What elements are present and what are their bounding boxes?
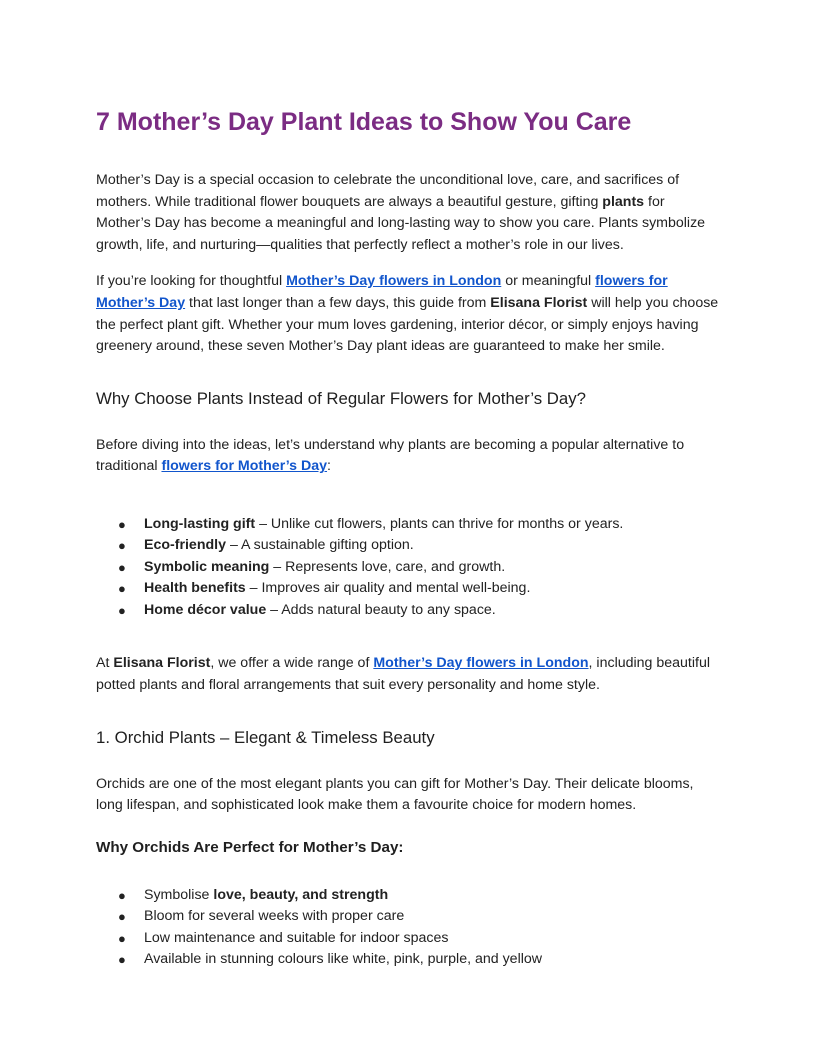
text-run: for Mother’s Day has become a meaningful and long-lasting way to show you care. Plants symbolize growth, life, and nurturing—qualities that perfectly reflect a mother’s role in our lives. [96,193,706,253]
bullet-icon: ● [118,602,126,618]
subheading-why-orchids: Why Orchids Are Perfect for Mother’s Day: [96,838,404,856]
orchids-paragraph: Orchids are one of the most elegant plants you can gift for Mother’s Day. Their delicate blooms, long lifespan, and sophisticated look make them a favourite choice for modern homes. [96,775,694,814]
intro-paragraph-1 [96,170,720,256]
list-item-text: Low maintenance and suitable for indoor spaces [144,929,449,946]
list-item [96,578,720,600]
page-title: 7 Mother’s Day Plant Ideas to Show You Care [96,108,632,136]
list-item-text: – Unlike cut flowers, plants can thrive for months or years. [255,515,624,532]
orchid-reasons-list [96,885,720,971]
list-item-text: Symbolise [144,886,214,903]
link-flowers-for-mothers-day[interactable]: flowers for Mother’s Day [96,273,668,311]
bold-text: Elisana Florist [113,655,211,672]
why-plants-paragraph [96,435,720,478]
list-item-bold: Long-lasting gift [144,515,256,532]
link-mothers-day-flowers-london[interactable]: Mother’s Day flowers in London [373,655,589,672]
offer-paragraph [96,653,720,696]
list-item [96,928,720,950]
text-run: If you’re looking for thoughtful [96,273,287,290]
list-item-bold: Eco-friendly [144,537,226,554]
list-item [96,535,720,557]
bullet-icon: ● [118,930,126,946]
list-item [96,885,720,907]
text-run: , including beautiful potted plants and floral arrangements that suit every personality and home style. [96,655,711,694]
list-item [96,600,720,622]
link-mothers-day-flowers-london[interactable]: Mother’s Day flowers in London [286,273,502,290]
intro-paragraph-2 [96,271,720,357]
list-item-text: – Improves air quality and mental well-being. [245,580,531,597]
list-item-text: – A sustainable gifting option. [226,537,414,554]
text-run: Mother’s Day is a special occasion to celebrate the unconditional love, care, and sacrifices of mothers. While traditional flower bouquets are always a beautiful gesture, gifting [96,172,680,210]
list-item-text: – Represents love, care, and growth. [269,558,506,575]
list-item-text: Available in stunning colours like white, pink, purple, and yellow [144,951,543,968]
list-item [96,514,720,536]
section-heading-orchids: 1. Orchid Plants – Elegant & Timeless Beauty [96,727,435,747]
text-run: that last longer than a few days, this guide from [185,294,491,311]
text-run: , we offer a wide range of [210,655,374,672]
bold-text: Elisana Florist [490,294,588,311]
section-heading-why-plants: Why Choose Plants Instead of Regular Flowers for Mother’s Day? [96,388,586,408]
text-run: : [327,458,331,475]
list-item-bold: Home décor value [144,601,267,618]
list-item-bold: Health benefits [144,580,246,597]
link-flowers-for-mothers-day[interactable]: flowers for Mother’s Day [161,458,328,475]
bullet-icon: ● [118,516,126,532]
list-item [96,949,720,971]
list-item [96,557,720,579]
bullet-icon: ● [118,538,126,554]
text-run: At [96,655,114,672]
list-item [96,906,720,928]
list-item-text: – Adds natural beauty to any space. [266,601,496,618]
list-item-text: Bloom for several weeks with proper care [144,908,405,925]
list-item-bold: love, beauty, and strength [213,886,389,903]
bullet-icon: ● [118,952,126,968]
bullet-icon: ● [118,581,126,597]
text-run: Before diving into the ideas, let’s understand why plants are becoming a popular alternative to traditional [96,436,685,475]
bullet-icon: ● [118,559,126,575]
bullet-icon: ● [118,887,126,903]
text-run: or meaningful [501,273,596,290]
bullet-icon: ● [118,909,126,925]
benefits-list [96,514,720,622]
bold-text: plants [602,193,645,210]
text-run: will help you choose the perfect plant gift. Whether your mum loves gardening, interior décor, or simply enjoys having greenery around, these seven Mother’s Day plant ideas are guaranteed to make her smile. [96,294,719,355]
list-item-bold: Symbolic meaning [144,558,270,575]
